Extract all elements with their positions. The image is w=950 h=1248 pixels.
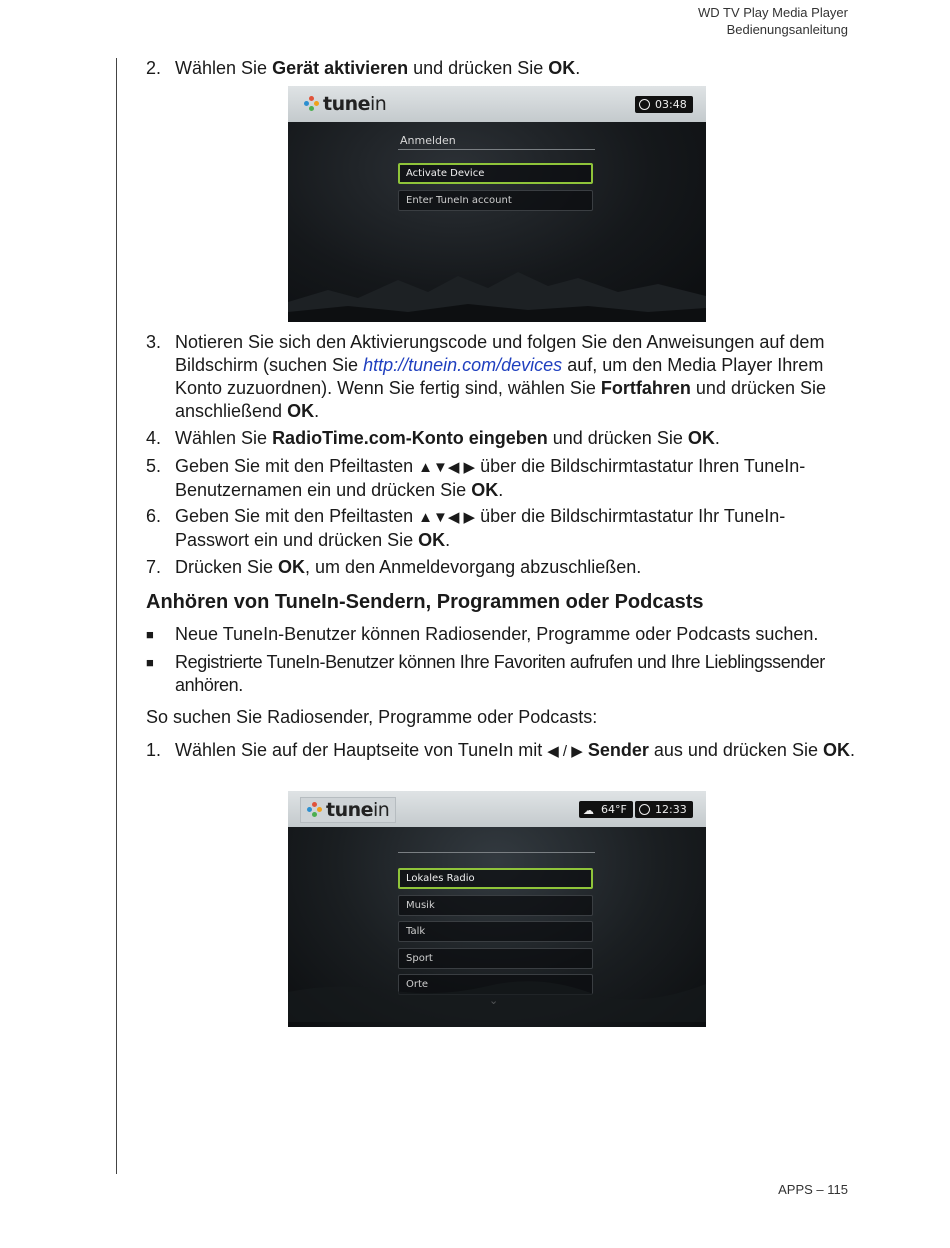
bullet-text: Registrierte TuneIn-Benutzer können Ihre Favoriten aufrufen und Ihre Lieblingssender anhören. xyxy=(175,652,825,695)
menu-item-activate-device[interactable]: Activate Device xyxy=(398,163,593,184)
tunein-mark-icon xyxy=(307,802,323,818)
step-4 xyxy=(146,427,856,450)
clock-time: 12:33 xyxy=(655,803,687,816)
step-text: Drücken Sie OK, um den Anmeldevorgang abzuschließen. xyxy=(175,557,642,577)
bullet-icon: ■ xyxy=(146,627,154,642)
menu-item-enter-account[interactable]: Enter TuneIn account xyxy=(398,190,593,211)
step-number: 6. xyxy=(146,506,162,526)
bullet-item xyxy=(146,651,856,697)
header-doc-title: Bedienungsanleitung xyxy=(726,22,848,37)
section-heading: Anhören von TuneIn-Sendern, Programmen oder Podcasts xyxy=(146,591,704,613)
left-right-arrow-icon: ◀ / ▶ xyxy=(547,743,583,760)
clock-badge xyxy=(635,801,693,818)
tunein-logo: tunein xyxy=(300,797,396,823)
arrow-keys-icon: ▲▼◀ ▶ xyxy=(418,509,476,526)
clock-time: 03:48 xyxy=(655,98,687,111)
page-header xyxy=(698,4,848,38)
menu-item-local-radio[interactable]: Lokales Radio xyxy=(398,868,593,889)
tunein-logo: tunein xyxy=(304,92,386,116)
step-text: Geben Sie mit den Pfeiltasten ▲▼◀ ▶ über die Bildschirmtastatur Ihren TuneIn-Benutzernamen ein und drücken Sie OK. xyxy=(175,456,806,500)
step-2 xyxy=(146,57,856,80)
step-text: Wählen Sie auf der Hauptseite von TuneIn mit ◀ / ▶ Sender aus und drücken Sie OK. xyxy=(175,740,855,760)
bullet-item xyxy=(146,623,856,646)
step-text: Notieren Sie sich den Aktivierungscode und folgen Sie den Anweisungen auf dem Bildschirm (suchen Sie http://tunein.com/devices auf, um den Media Player Ihrem Konto zuzuordnen). Wenn Sie fertig sind, wählen Sie Fortfahren und drücken Sie anschließend OK. xyxy=(175,332,827,421)
tunein-stations-screenshot xyxy=(288,791,706,1027)
step-7 xyxy=(146,556,856,579)
step-number: 3. xyxy=(146,332,162,352)
mountain-silhouette xyxy=(288,262,706,322)
step-6 xyxy=(146,505,856,552)
weather-badge xyxy=(579,801,633,818)
step-text: Geben Sie mit den Pfeiltasten ▲▼◀ ▶ über die Bildschirmtastatur Ihr TuneIn-Passwort ein und drücken Sie OK. xyxy=(175,506,786,550)
menu-item-music[interactable]: Musik xyxy=(398,895,593,916)
step-number: 1. xyxy=(146,740,162,760)
tunein-login-screenshot xyxy=(288,86,706,322)
menu-divider xyxy=(398,149,595,150)
menu-title: Anmelden xyxy=(400,134,456,147)
step-3 xyxy=(146,331,856,423)
clock-icon xyxy=(639,99,650,110)
step-number: 7. xyxy=(146,557,162,577)
menu-item-talk[interactable]: Talk xyxy=(398,921,593,942)
step-number: 2. xyxy=(146,58,162,78)
step-5 xyxy=(146,455,856,502)
weather-icon: ☁ xyxy=(583,804,594,817)
clock-badge xyxy=(635,96,693,113)
intro-text: So suchen Sie Radiosender, Programme oder Podcasts: xyxy=(146,707,598,727)
step-number: 5. xyxy=(146,456,162,476)
page-footer: APPS – 115 xyxy=(778,1182,848,1197)
bullet-text: Neue TuneIn-Benutzer können Radiosender, Programme oder Podcasts suchen. xyxy=(175,624,819,644)
step-1 xyxy=(146,739,856,763)
tunein-mark-icon xyxy=(304,96,320,112)
menu-item-places[interactable]: Orte xyxy=(398,974,593,995)
tunein-devices-link[interactable]: http://tunein.com/devices xyxy=(363,355,563,375)
step-number: 4. xyxy=(146,428,162,448)
menu-item-sport[interactable]: Sport xyxy=(398,948,593,969)
step-text: Wählen Sie RadioTime.com-Konto eingeben und drücken Sie OK. xyxy=(175,428,720,448)
margin-rule xyxy=(116,58,117,1174)
temperature: 64°F xyxy=(601,803,627,816)
grass-silhouette xyxy=(288,957,706,1027)
header-product: WD TV Play Media Player xyxy=(697,5,848,20)
step-text: Wählen Sie Gerät aktivieren und drücken Sie OK. xyxy=(175,58,581,78)
bullet-icon: ■ xyxy=(146,655,154,670)
arrow-keys-icon: ▲▼◀ ▶ xyxy=(418,459,476,476)
clock-icon xyxy=(639,804,650,815)
menu-divider xyxy=(398,852,595,853)
